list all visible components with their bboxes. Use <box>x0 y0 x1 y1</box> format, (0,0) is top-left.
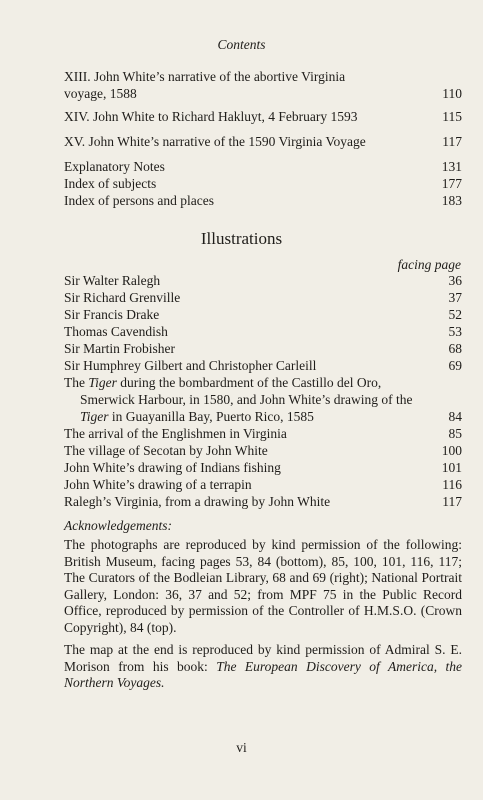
entry-title-line1: XIII. John White’s narrative of the abortive Virginia <box>64 69 346 84</box>
contents-entry <box>64 158 462 175</box>
illustration-page: 116 <box>442 477 462 492</box>
illustration-title: John White’s drawing of a terrapin <box>64 477 252 492</box>
entry-page: 117 <box>442 134 462 149</box>
entry-title: Index of subjects <box>64 176 157 191</box>
contents-entry-xv <box>64 133 462 150</box>
illustration-entry <box>64 323 462 340</box>
entry-page: 131 <box>441 159 462 174</box>
illustration-title: Thomas Cavendish <box>64 324 168 339</box>
illustration-title: Sir Francis Drake <box>64 307 160 322</box>
illustration-entry <box>64 289 462 306</box>
facing-page-label: facing page <box>397 257 461 272</box>
entry-title: Index of persons and places <box>64 193 214 208</box>
entry-page: 115 <box>442 109 462 124</box>
contents-entry-xiii <box>64 68 462 102</box>
illustration-page: 117 <box>442 494 462 509</box>
illustration-title: The village of Secotan by John White <box>64 443 268 458</box>
contents-back-matter <box>64 158 462 209</box>
tiger-line1-rest: during the bombardment of the Castillo del Oro, <box>120 375 382 390</box>
entry-page: 183 <box>441 193 462 208</box>
illustration-title: Ralegh’s Virginia, from a drawing by John White <box>64 494 331 509</box>
illustration-entry <box>64 272 462 289</box>
illustration-page: 37 <box>448 290 462 305</box>
illustration-entry <box>64 493 462 510</box>
illustration-page: 100 <box>441 443 462 458</box>
book-title: The European Discovery of America, the Northern Voyages. <box>64 658 462 690</box>
tiger-the: The <box>64 375 85 390</box>
entry-title-line2: voyage, 1588 <box>64 86 137 101</box>
map-credit-text: The map at the end is reproduced by kind permission of Admiral S. E. Morison from his book: <box>64 642 462 674</box>
illustration-title: John White’s drawing of Indians fishing <box>64 460 281 475</box>
illustration-entry <box>64 357 462 374</box>
page-number: vi <box>236 740 247 755</box>
entry-title: XV. John White’s narrative of the 1590 Virginia Voyage <box>64 134 366 149</box>
entry-title: Explanatory Notes <box>64 159 165 174</box>
illustration-entry <box>64 425 462 442</box>
illustration-title: Sir Martin Frobisher <box>64 341 175 356</box>
illustrations-list <box>64 272 462 510</box>
illustration-page: 53 <box>448 324 462 339</box>
acknowledgements-heading: Acknowledgements: <box>64 518 172 533</box>
acknowledgements-map-paragraph <box>64 642 462 692</box>
illustration-page: 69 <box>448 358 462 373</box>
entry-page: 177 <box>441 176 462 191</box>
illustration-page: 36 <box>448 273 462 288</box>
illustration-entry <box>64 442 462 459</box>
tiger-line2: Smerwick Harbour, in 1580, and John White’s drawing of the <box>80 392 413 407</box>
illustration-page: 101 <box>441 460 462 475</box>
entry-page: 110 <box>442 86 462 101</box>
contents-entry <box>64 175 462 192</box>
illustration-entry <box>64 306 462 323</box>
illustration-entry <box>64 476 462 493</box>
illustration-entry-tiger <box>64 374 462 425</box>
illustration-entry <box>64 459 462 476</box>
entry-title: XIV. John White to Richard Hakluyt, 4 February 1593 <box>64 109 358 124</box>
illustration-title: Sir Richard Grenville <box>64 290 181 305</box>
illustrations-heading: Illustrations <box>200 229 283 248</box>
illustration-title: Sir Humphrey Gilbert and Christopher Carleill <box>64 358 317 373</box>
illustration-entry <box>64 340 462 357</box>
acknowledgements-paragraph: The photographs are reproduced by kind permission of the following: British Museum, facing pages 53, 84 (bottom), 85, 100, 101, 116, 117; The Curators of the Bodleian Library, 68 and 69 (right); National Portrait Gallery, London: 36, 37 and 52; from MPF 75 in the Public Record Office, reproduced by permission of the Controller of H.M.S.O. (Crown Copyright), 84 (top). <box>64 537 462 635</box>
illustration-page: 52 <box>448 307 462 322</box>
illustration-page: 68 <box>448 341 462 356</box>
contents-entry-xiv <box>64 108 462 125</box>
illustration-page: 84 <box>448 409 462 424</box>
ship-name: Tiger <box>80 409 109 424</box>
ship-name: Tiger <box>88 375 117 390</box>
tiger-line3-rest: in Guayanilla Bay, Puerto Rico, 1585 <box>111 409 314 424</box>
illustration-title: The arrival of the Englishmen in Virginia <box>64 426 287 441</box>
illustration-page: 85 <box>448 426 462 441</box>
running-head: Contents <box>217 37 266 52</box>
contents-entry <box>64 192 462 209</box>
illustration-title: Sir Walter Ralegh <box>64 273 161 288</box>
